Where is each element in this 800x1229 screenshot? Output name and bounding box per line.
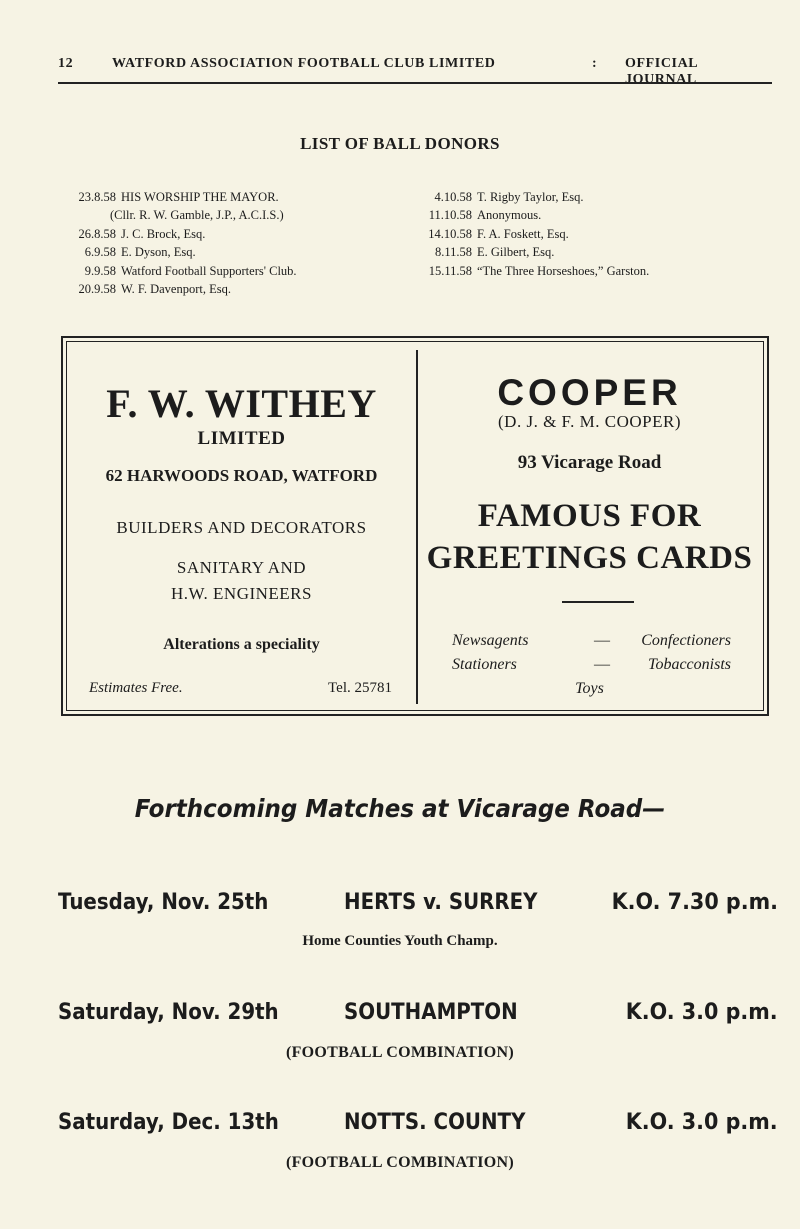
cooper-name: COOPER [497, 372, 682, 413]
donor-name: T. Rigby Taylor, Esq. [477, 190, 584, 204]
donor-date: 4.10.58 [434, 190, 472, 204]
withey-address: 62 HARWOODS ROAD, WATFORD [105, 466, 378, 485]
header-rule [58, 82, 772, 84]
donor-date: 26.8.58 [78, 226, 116, 241]
withey-trade: BUILDERS AND DECORATORS [116, 518, 367, 537]
donor-date: 23.8.58 [78, 190, 116, 204]
donor-row [62, 280, 402, 298]
cooper-address: 93 Vicarage Road [517, 452, 662, 473]
cooper-service: Tobacconists [648, 656, 731, 673]
cooper-service: Stationers [452, 656, 517, 673]
advertisement-inner-border [66, 341, 764, 711]
cooper-advert [416, 342, 763, 710]
donor-date: 9.9.58 [84, 263, 116, 278]
match-note: Home Counties Youth Champ. [302, 933, 498, 949]
donor-name: W. F. Davenport, Esq. [121, 282, 231, 297]
cooper-famous-line2: GREETINGS CARDS [426, 540, 753, 576]
cooper-service: Newsagents [452, 632, 529, 649]
donor-row [62, 188, 402, 206]
match-row [58, 1000, 778, 1040]
match-kickoff: K.O. 3.0 p.m. [626, 1110, 778, 1135]
match-note: (FOOTBALL COMBINATION) [285, 1044, 515, 1061]
match-note: (FOOTBALL COMBINATION) [285, 1154, 515, 1171]
withey-telephone: Tel. 25781 [328, 680, 392, 696]
cooper-dash: — [594, 632, 610, 649]
donor-row [418, 262, 778, 280]
donor-name: Anonymous. [477, 208, 542, 223]
withey-estimates: Estimates Free. [89, 680, 183, 696]
header-separator: : [592, 56, 598, 71]
donor-name: “The Three Horseshoes,” Garston. [477, 263, 650, 278]
donor-row [418, 206, 778, 224]
ball-donors-right-column [418, 188, 778, 280]
donor-name: (Cllr. R. W. Gamble, J.P., A.C.I.S.) [110, 208, 284, 223]
ball-donors-title: LIST OF BALL DONORS [300, 134, 500, 153]
withey-advert [67, 342, 416, 710]
match-row [58, 1110, 778, 1150]
donor-date: 20.9.58 [78, 282, 116, 297]
forthcoming-matches-title: Forthcoming Matches at Vicarage Road— [134, 794, 666, 823]
donor-row [62, 225, 402, 243]
match-kickoff: K.O. 3.0 p.m. [626, 1000, 778, 1025]
donor-name: E. Dyson, Esq. [121, 245, 196, 260]
withey-limited: LIMITED [197, 428, 286, 449]
match-opponent: NOTTS. COUNTY [344, 1110, 526, 1135]
withey-name: F. W. WITHEY [106, 381, 377, 426]
donor-date: 11.10.58 [428, 208, 472, 223]
cooper-famous-line1: FAMOUS FOR [477, 498, 702, 534]
advertisement-box [61, 336, 769, 716]
cooper-toys: Toys [575, 680, 604, 697]
donor-row [418, 225, 778, 243]
donor-date: 14.10.58 [428, 226, 472, 241]
page-header [58, 56, 772, 87]
ball-donors-left-column [62, 188, 402, 298]
header-title: WATFORD ASSOCIATION FOOTBALL CLUB LIMITED [112, 56, 496, 71]
withey-sanitary-line1: SANITARY AND [176, 558, 307, 577]
match-opponent: HERTS v. SURREY [344, 890, 538, 915]
donor-row [62, 262, 402, 280]
donor-date: 15.11.58 [428, 263, 472, 278]
cooper-rule [562, 601, 634, 603]
header-journal: OFFICIAL JOURNAL [625, 56, 698, 87]
match-opponent: SOUTHAMPTON [344, 1000, 518, 1025]
donor-name: J. C. Brock, Esq. [121, 226, 206, 241]
match-date: Saturday, Dec. 13th [58, 1110, 279, 1135]
donor-row [62, 243, 402, 261]
withey-alterations: Alterations a speciality [163, 636, 320, 653]
donor-row [62, 206, 402, 224]
donor-name: HIS WORSHIP THE MAYOR. [121, 190, 279, 204]
donor-row [418, 188, 778, 206]
match-kickoff: K.O. 7.30 p.m. [611, 890, 778, 915]
match-row [58, 890, 778, 930]
donor-date: 6.9.58 [84, 245, 116, 260]
donor-name: Watford Football Supporters' Club. [121, 263, 297, 278]
donor-name: F. A. Foskett, Esq. [477, 226, 569, 241]
page-number: 12 [58, 56, 74, 71]
cooper-dash: — [594, 656, 610, 673]
withey-sanitary-line2: H.W. ENGINEERS [171, 584, 312, 603]
donor-date: 8.11.58 [434, 245, 472, 260]
match-date: Saturday, Nov. 29th [58, 1000, 279, 1025]
cooper-subtitle: (D. J. & F. M. COOPER) [498, 412, 681, 431]
donor-name: E. Gilbert, Esq. [477, 245, 555, 260]
cooper-service: Confectioners [641, 632, 731, 649]
match-date: Tuesday, Nov. 25th [58, 890, 269, 915]
donor-row [418, 243, 778, 261]
